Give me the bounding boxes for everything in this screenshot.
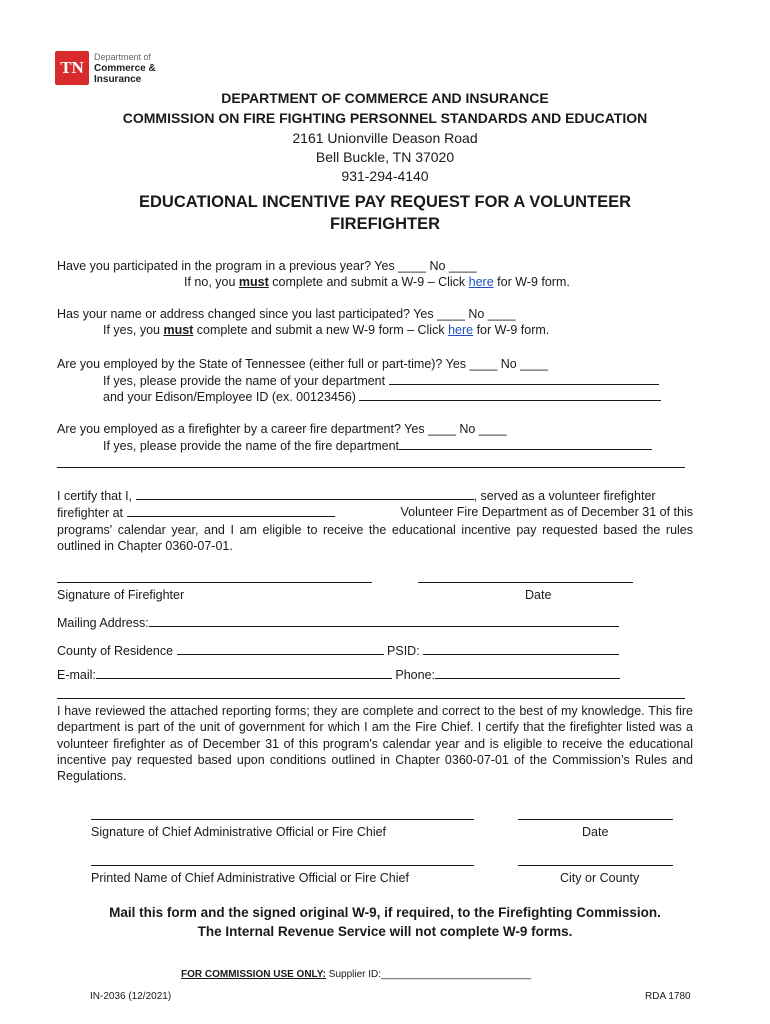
q2-w9-link[interactable]: here (448, 323, 474, 337)
psid-field[interactable] (423, 642, 619, 655)
certification-paragraph (57, 487, 693, 554)
dept-heading: DEPARTMENT OF COMMERCE AND INSURANCE (221, 90, 549, 106)
phone-field[interactable] (435, 666, 620, 679)
q4-fire-dept-label: If yes, please provide the name of the fire department (103, 439, 400, 453)
q1-follow (184, 274, 570, 290)
q1-question: Have you participated in the program in a previous year? Yes ____ No ____ (57, 259, 477, 273)
logo-text (94, 52, 156, 85)
cert-line-2 (57, 504, 693, 521)
city-county-field[interactable] (518, 865, 673, 866)
q1-follow-post: for W-9 form. (493, 275, 570, 289)
q2-follow-pre: If yes, you (103, 323, 164, 337)
fire-department-field-line-2[interactable] (57, 467, 685, 468)
county-field[interactable] (177, 642, 384, 655)
q4-fire-dept-row (103, 437, 652, 454)
address-line-1: 2161 Unionville Deason Road (292, 130, 478, 146)
chief-statement: I have reviewed the attached reporting forms; they are complete and correct to the best of my knowledge. This fire department is part of the unit of government for which I am the Fire Chief. I certify that the firefighter listed was a volunteer firefighter as of December 31 of this program's calendar year and is eligible to receive the educational incentive pay requested based upon conditions outlined in Chapter 0360-07-01 of the Commission’s Rules and Regulations. (57, 704, 693, 784)
q3-department-label: If yes, please provide the name of your department (103, 374, 386, 388)
firefighter-signature-label: Signature of Firefighter (57, 588, 185, 602)
q2-follow-post: for W-9 form. (473, 323, 550, 337)
phone-label: Phone: (395, 668, 436, 682)
address-line-2: Bell Buckle, TN 37020 (315, 149, 455, 165)
cert-ff-at: firefighter at (57, 506, 124, 521)
q2-must: must (163, 323, 194, 337)
q2-follow-mid: complete and submit a new W-9 form – Click (193, 323, 449, 337)
cert-line-1 (57, 487, 693, 504)
q3-department-row (103, 372, 659, 389)
department-field[interactable] (389, 372, 659, 385)
logo-line-1: Department of (94, 51, 152, 62)
email-label: E-mail: (57, 668, 96, 682)
q1-w9-link[interactable]: here (468, 275, 494, 289)
q1-follow-pre: If no, you (184, 275, 239, 289)
form-title-line-2: FIREFIGHTER (330, 215, 440, 233)
q2-follow (103, 322, 549, 338)
q3-employee-id-row (103, 388, 661, 405)
firefighter-date-label: Date (525, 588, 552, 602)
commission-heading: COMMISSION ON FIRE FIGHTING PERSONNEL STANDARDS AND EDUCATION (122, 110, 648, 126)
cert-line-2-left (57, 504, 335, 521)
cert-volunteer-dept: Volunteer Fire Department as of December 31 of this (400, 505, 693, 520)
employee-id-field[interactable] (359, 388, 661, 401)
tn-logo (55, 48, 156, 88)
psid-label: PSID: (387, 644, 420, 658)
chief-printed-name-label: Printed Name of Chief Administrative Official or Fire Chief (91, 871, 409, 885)
firefighter-date-field[interactable] (418, 582, 633, 583)
cert-rest: programs' calendar year, and I am eligible to receive the educational incentive pay requested based the rules outlined in Chapter 0360-07-01. (57, 522, 693, 553)
q4-question: Are you employed as a firefighter by a career fire department? Yes ____ No ____ (57, 422, 507, 436)
supplier-id-field[interactable]: Supplier ID:___________________________ (328, 969, 532, 980)
mailing-address-field[interactable] (149, 614, 619, 627)
firefighter-signature-field[interactable] (57, 582, 372, 583)
cert-served: , served as a volunteer firefighter (473, 489, 656, 503)
volunteer-dept-field[interactable] (127, 504, 335, 517)
q2-question: Has your name or address changed since you last participated? Yes ____ No ____ (57, 307, 516, 321)
logo-line-3: Insurance (94, 73, 142, 85)
rda-number: RDA 1780 (645, 991, 691, 1002)
logo-line-2: Commerce & (94, 62, 156, 74)
tn-seal-icon: TN (55, 51, 89, 85)
city-county-label: City or County (560, 871, 640, 885)
q1-must: must (238, 275, 269, 289)
email-field[interactable] (96, 666, 392, 679)
commission-use-label: FOR COMMISSION USE ONLY: (181, 969, 327, 980)
mailing-row (57, 614, 619, 631)
county-label: County of Residence (57, 644, 174, 658)
form-number: IN-2036 (12/2021) (90, 991, 172, 1002)
mailing-label: Mailing Address: (57, 616, 149, 630)
mail-instruction-2: The Internal Revenue Service will not complete W-9 forms. (197, 924, 573, 939)
chief-date-field[interactable] (518, 819, 673, 820)
phone-line: 931-294-4140 (341, 168, 429, 184)
chief-signature-field[interactable] (91, 819, 474, 820)
firefighter-name-field[interactable] (136, 487, 474, 500)
q3-employee-id-label: and your Edison/Employee ID (ex. 00123456) (103, 390, 356, 404)
section-divider (57, 698, 685, 699)
form-title (0, 191, 770, 235)
form-title-line-1: EDUCATIONAL INCENTIVE PAY REQUEST FOR A VOLUNTEER (139, 193, 631, 211)
chief-date-label: Date (582, 825, 609, 839)
chief-printed-name-field[interactable] (91, 865, 474, 866)
q3-question: Are you employed by the State of Tennessee (either full or part-time)? Yes ____ No ____ (57, 357, 549, 371)
email-row (57, 666, 620, 683)
chief-signature-label: Signature of Chief Administrative Official or Fire Chief (91, 825, 387, 839)
county-row (57, 642, 619, 659)
mail-instruction-1: Mail this form and the signed original W-9, if required, to the Firefighting Commission. (109, 905, 661, 920)
cert-prefix: I certify that I, (57, 489, 133, 503)
q1-follow-mid: complete and submit a W-9 – Click (268, 275, 469, 289)
fire-department-field[interactable] (399, 437, 652, 450)
cert-line-1-text (57, 487, 656, 504)
commission-use-row (181, 969, 531, 981)
